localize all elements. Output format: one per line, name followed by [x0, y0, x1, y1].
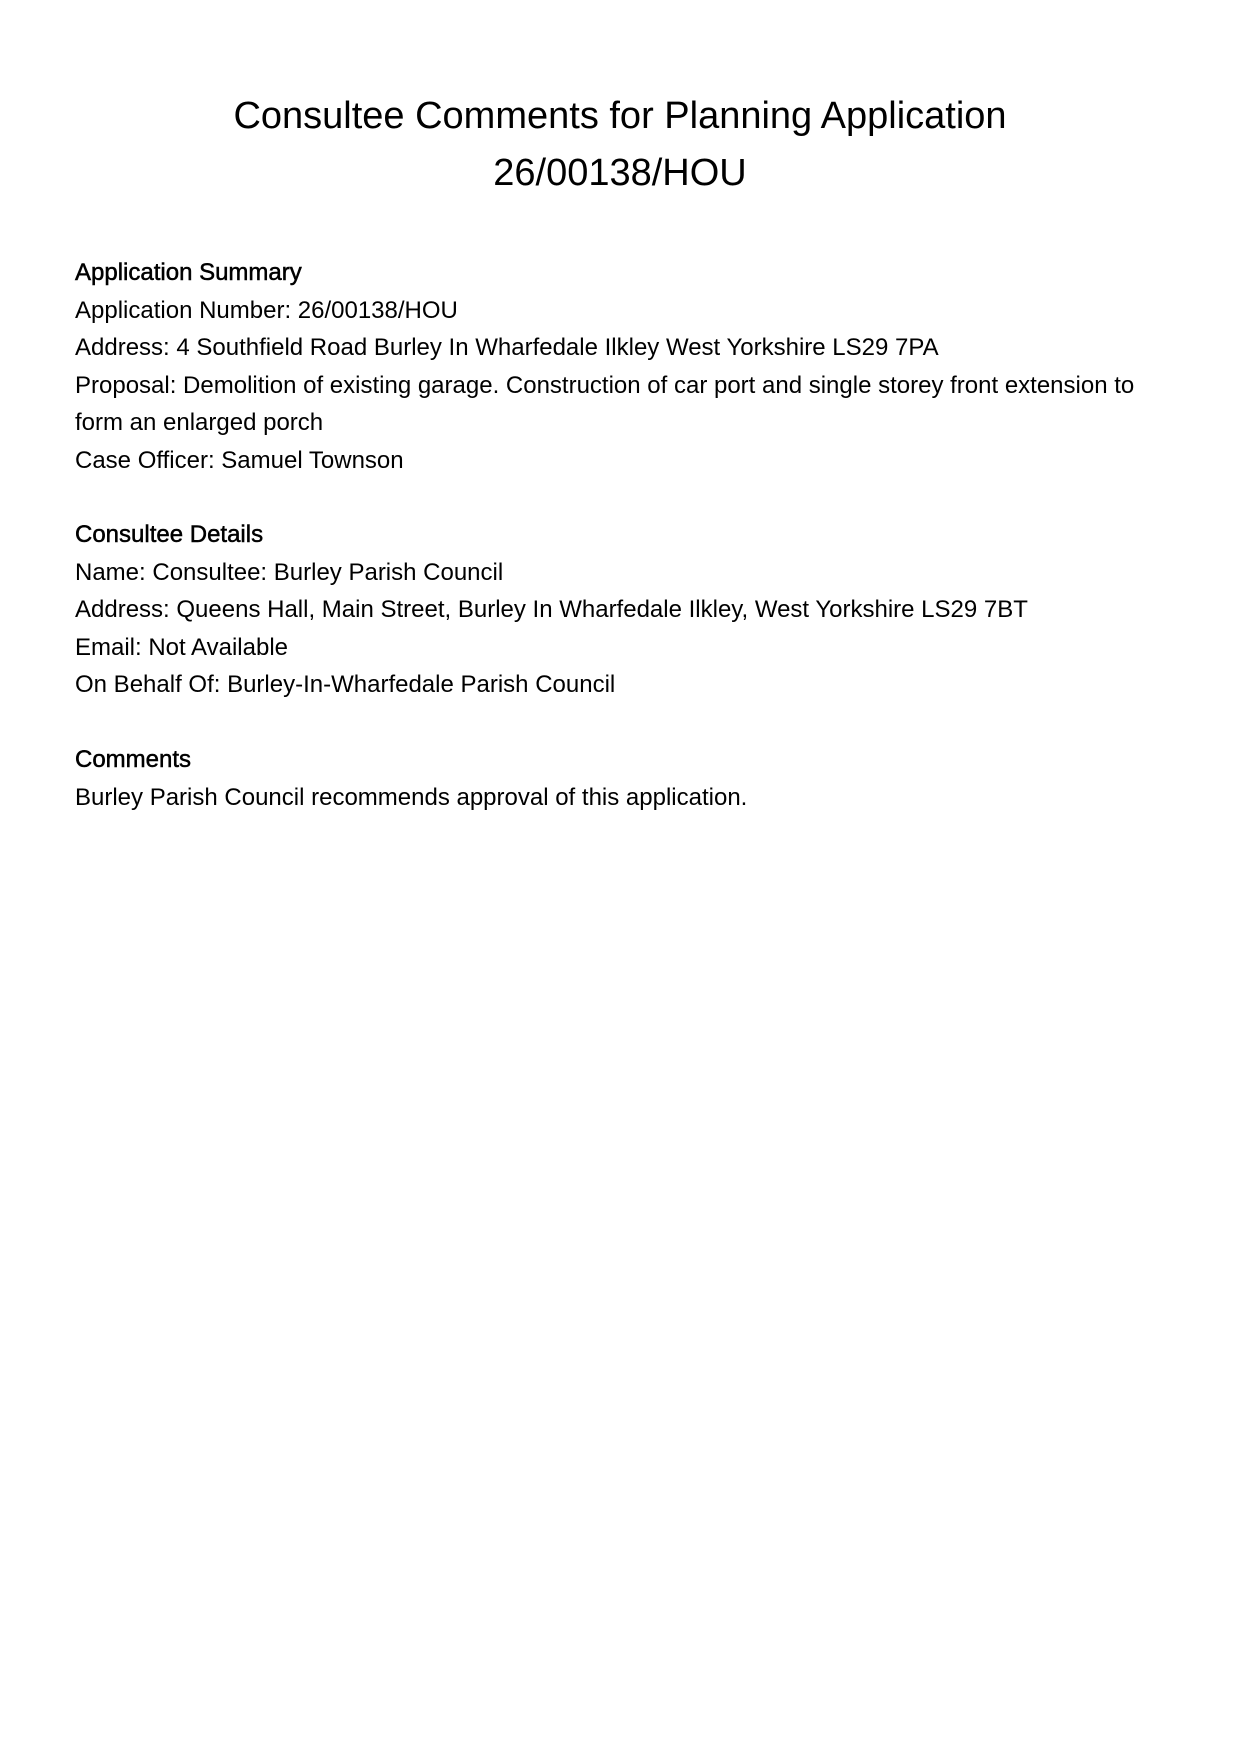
case-officer: Case Officer: Samuel Townson: [75, 446, 404, 474]
application-summary-heading: Application Summary: [75, 259, 302, 286]
consultee-details-heading: Consultee Details: [75, 521, 264, 548]
comments-heading: Comments: [75, 746, 192, 773]
consultee-details-section: [75, 516, 1165, 704]
consultee-address: Address: Queens Hall, Main Street, Burley In Wharfedale Ilkley, West Yorkshire LS29 7BT: [75, 596, 1028, 623]
page-title-line-1: Consultee Comments for Planning Application: [233, 95, 1007, 137]
comments-text: Burley Parish Council recommends approval of this application.: [75, 783, 748, 811]
consultee-email: Email: Not Available: [75, 633, 288, 661]
page-title-line-2: 26/00138/HOU: [493, 152, 747, 194]
application-summary-section: [75, 254, 1165, 479]
application-address: Address: 4 Southfield Road Burley In Wharfedale Ilkley West Yorkshire LS29 7PA: [75, 334, 939, 361]
consultee-name: Name: Consultee: Burley Parish Council: [75, 558, 504, 586]
comments-section: [75, 741, 1165, 816]
consultee-on-behalf-of: On Behalf Of: Burley-In-Wharfedale Parish Council: [75, 671, 616, 698]
application-proposal: Proposal: Demolition of existing garage. Construction of car port and single storey front extension to form an enlarged porch: [75, 371, 1135, 436]
application-number: Application Number: 26/00138/HOU: [75, 296, 458, 324]
page-title: [100, 88, 1140, 202]
